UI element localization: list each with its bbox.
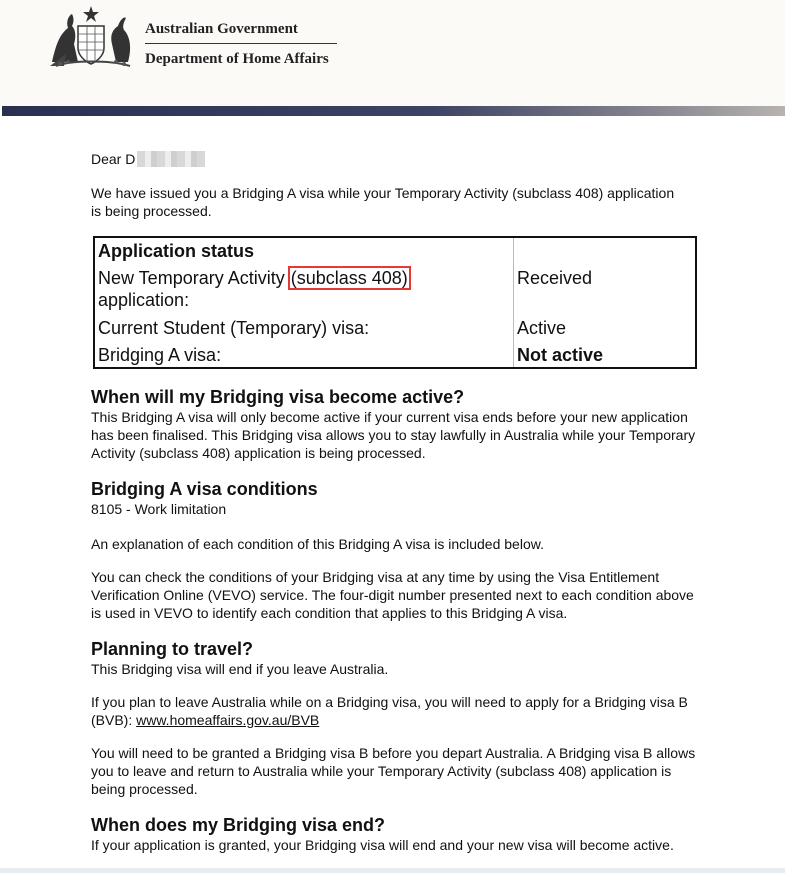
vevo-paragraph: You can check the conditions of your Bridging visa at any time by using the Visa Entitlement Verification Online (VEVO) service. The four-digit number presented next to each condition above is used in VEVO to identify each condition that applies to this Bridging A visa. <box>91 569 694 621</box>
government-name: Australian Government <box>145 21 298 37</box>
highlighted-subclass: (subclass 408) <box>288 266 411 290</box>
application-status-table <box>93 236 697 369</box>
wordmark-divider <box>145 43 337 44</box>
conditions-explanation: An explanation of each condition of this Bridging A visa is included below. <box>91 536 544 552</box>
salutation-text: Dear D <box>91 151 136 167</box>
status-row-label <box>98 267 498 311</box>
travel-paragraph-2 <box>91 693 701 729</box>
status-row-value: Active <box>517 318 567 338</box>
status-row-label-suffix: application: <box>98 290 190 310</box>
page-bottom-edge <box>0 868 785 873</box>
section-heading-active: When will my Bridging visa become active? <box>91 387 465 407</box>
status-row-value: Received <box>517 268 593 288</box>
end-paragraph: If your application is granted, your Bridging visa will end and your new visa will become active. <box>91 837 674 853</box>
coat-of-arms-icon <box>46 4 136 70</box>
redacted-name <box>137 151 205 167</box>
salutation <box>91 150 205 168</box>
status-row-label-prefix: New Temporary Activity <box>98 268 290 288</box>
active-paragraph: This Bridging A visa will only become active if your current visa ends before your new application has been finalised. This Bridging visa allows you to stay lawfully in Australia while your Temporary Activity (subclass 408) application is being processed. <box>91 409 696 461</box>
status-table-title: Application status <box>98 241 255 261</box>
intro-paragraph: We have issued you a Bridging A visa while your Temporary Activity (subclass 408) application is being processed. <box>91 185 675 219</box>
table-divider <box>513 238 514 367</box>
section-heading-travel: Planning to travel? <box>91 639 254 659</box>
travel-paragraph-1: This Bridging visa will end if you leave Australia. <box>91 661 389 677</box>
department-name: Department of Home Affairs <box>145 51 329 67</box>
status-row-value: Not active <box>517 345 604 365</box>
header-band <box>2 106 785 116</box>
travel-paragraph-3: You will need to be granted a Bridging visa B before you depart Australia. A Bridging visa B allows you to leave and return to Australia while your Temporary Activity (subclass 408) application is being processed. <box>91 745 696 797</box>
bvb-link[interactable]: www.homeaffairs.gov.au/BVB <box>136 712 320 728</box>
section-heading-conditions: Bridging A visa conditions <box>91 479 318 499</box>
status-row-label: Current Student (Temporary) visa: <box>98 318 370 338</box>
government-wordmark <box>145 20 337 68</box>
letterhead <box>0 0 785 106</box>
status-row-label: Bridging A visa: <box>98 345 222 365</box>
travel-paragraph-2-text: If you plan to leave Australia while on a Bridging visa, you will need to apply for a Bridging visa B (BVB): <box>91 694 688 728</box>
condition-item: 8105 - Work limitation <box>91 501 227 517</box>
section-heading-end: When does my Bridging visa end? <box>91 815 386 835</box>
